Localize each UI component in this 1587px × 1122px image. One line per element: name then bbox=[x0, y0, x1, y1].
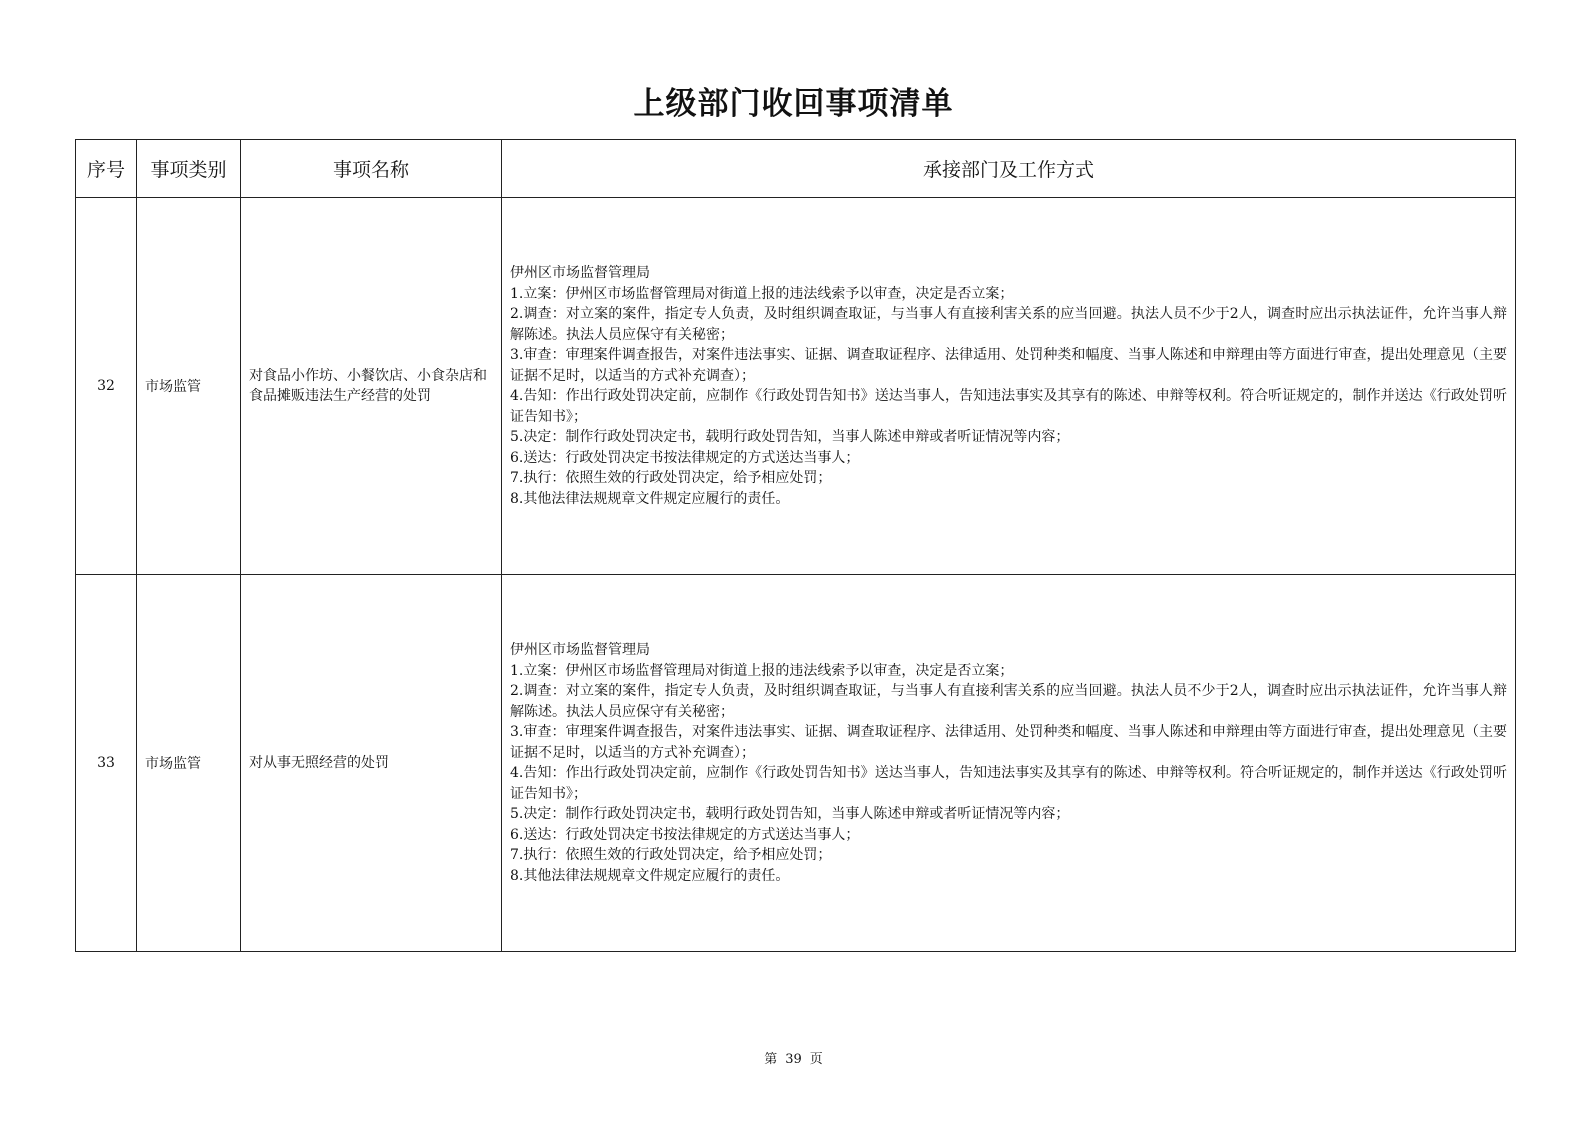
row-item-name: 对从事无照经营的处罚 bbox=[241, 575, 502, 952]
step-execution: 7.执行：依照生效的行政处罚决定，给予相应处罚； bbox=[510, 470, 832, 486]
header-no: 序号 bbox=[76, 140, 137, 198]
row-number: 32 bbox=[76, 198, 137, 575]
step-review: 3.审查：审理案件调查报告，对案件违法事实、证据、调查取证程序、法律适用、处罚种类和幅度、当事人陈述和申辩理由等方面进行审查，提出处理意见（主要证据不足时，以适当的方式补充调查）； bbox=[510, 724, 1507, 761]
step-decision: 5.决定：制作行政处罚决定书，载明行政处罚告知，当事人陈述申辩或者听证情况等内容； bbox=[510, 429, 1070, 445]
page-prefix: 第 bbox=[764, 1052, 778, 1067]
row-item-name: 对食品小作坊、小餐饮店、小食杂店和食品摊贩违法生产经营的处罚 bbox=[241, 198, 502, 575]
step-other: 8.其他法律法规规章文件规定应履行的责任。 bbox=[510, 490, 790, 507]
step-delivery: 6.送达：行政处罚决定书按法律规定的方式送达当事人； bbox=[510, 826, 860, 843]
row-category: 市场监管 bbox=[137, 575, 241, 952]
header-dept: 承接部门及工作方式 bbox=[502, 140, 1516, 198]
table-row bbox=[76, 575, 1516, 952]
step-notification: 4.告知：作出行政处罚决定前，应制作《行政处罚告知书》送达当事人，告知违法事实及其享有的陈述、申辩等权利。符合听证规定的，制作并送达《行政处罚听证告知书》； bbox=[510, 765, 1507, 802]
row-number: 33 bbox=[76, 575, 137, 952]
items-table bbox=[75, 139, 1516, 952]
step-review: 3.审查：审理案件调查报告，对案件违法事实、证据、调查取证程序、法律适用、处罚种类和幅度、当事人陈述和申辩理由等方面进行审查，提出处理意见（主要证据不足时，以适当的方式补充调查）； bbox=[510, 347, 1507, 384]
header-category: 事项类别 bbox=[137, 140, 241, 198]
step-filing: 1.立案：伊州区市场监督管理局对街道上报的违法线索予以审查，决定是否立案； bbox=[510, 662, 1014, 679]
page-title: 上级部门收回事项清单 bbox=[633, 86, 954, 122]
step-investigation: 2.调查：对立案的案件，指定专人负责，及时组织调查取证，与当事人有直接利害关系的应当回避。执法人员不少于2人，调查时应出示执法证件，允许当事人辩解陈述。执法人员应保守有关秘密； bbox=[510, 683, 1507, 720]
step-notification: 4.告知：作出行政处罚决定前，应制作《行政处罚告知书》送达当事人，告知违法事实及其享有的陈述、申辩等权利。符合听证规定的，制作并送达《行政处罚听证告知书》； bbox=[510, 388, 1507, 425]
row-category: 市场监管 bbox=[137, 198, 241, 575]
step-decision: 5.决定：制作行政处罚决定书，载明行政处罚告知，当事人陈述申辩或者听证情况等内容； bbox=[510, 806, 1070, 822]
step-investigation: 2.调查：对立案的案件，指定专人负责，及时组织调查取证，与当事人有直接利害关系的应当回避。执法人员不少于2人，调查时应出示执法证件，允许当事人辩解陈述。执法人员应保守有关秘密； bbox=[510, 306, 1507, 343]
step-execution: 7.执行：依照生效的行政处罚决定，给予相应处罚； bbox=[510, 847, 832, 863]
step-filing: 1.立案：伊州区市场监督管理局对街道上报的违法线索予以审查，决定是否立案； bbox=[510, 285, 1014, 302]
row-dept-method bbox=[502, 575, 1516, 952]
row-dept-method bbox=[502, 198, 1516, 575]
step-delivery: 6.送达：行政处罚决定书按法律规定的方式送达当事人； bbox=[510, 449, 860, 466]
page-footer bbox=[0, 1048, 1587, 1067]
header-name: 事项名称 bbox=[241, 140, 502, 198]
table-header-row bbox=[76, 140, 1516, 198]
dept-name: 伊州区市场监督管理局 bbox=[510, 642, 650, 658]
step-other: 8.其他法律法规规章文件规定应履行的责任。 bbox=[510, 867, 790, 884]
page-number: 39 bbox=[785, 1052, 802, 1067]
page-suffix: 页 bbox=[809, 1052, 823, 1067]
dept-name: 伊州区市场监督管理局 bbox=[510, 265, 650, 281]
table-row bbox=[76, 198, 1516, 575]
